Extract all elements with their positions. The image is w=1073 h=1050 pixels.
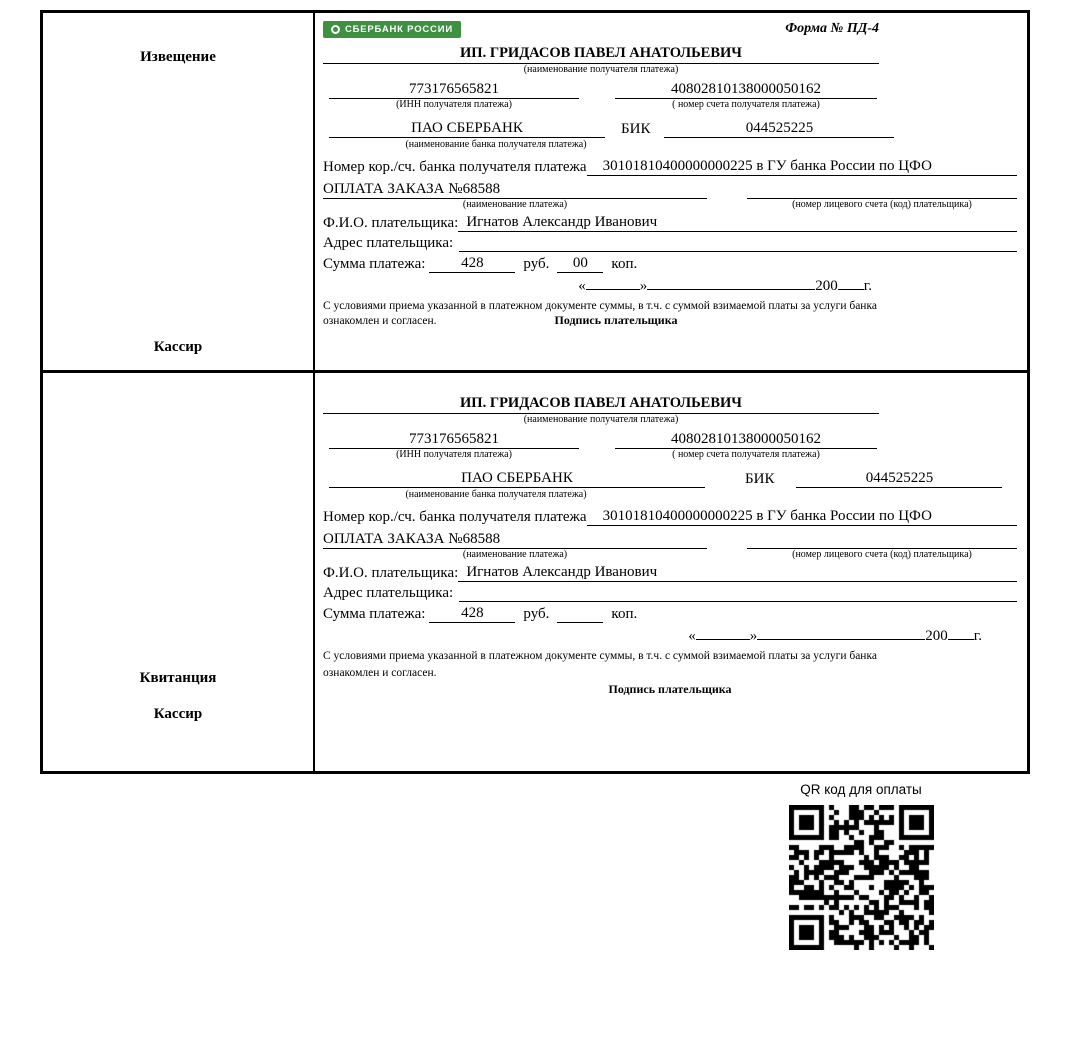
date-month-blank-field bbox=[647, 276, 815, 290]
payer-name-value: Игнатов Александр Иванович bbox=[458, 564, 1017, 582]
bik-value: 044525225 bbox=[664, 120, 894, 138]
receipt-section bbox=[43, 373, 1027, 771]
year-suffix: г. bbox=[863, 278, 872, 294]
year-prefix: 200 bbox=[815, 278, 838, 294]
account-caption: ( номер счета получателя платежа) bbox=[672, 99, 820, 110]
agreement-text-line2: ознакомлен и согласен. bbox=[323, 667, 437, 679]
receipt-content bbox=[315, 373, 1027, 771]
inn-caption: (ИНН получателя платежа) bbox=[396, 99, 512, 110]
notice-label: Извещение bbox=[140, 49, 216, 65]
purpose-row bbox=[323, 531, 1017, 549]
recipient-caption: (наименование получателя платежа) bbox=[523, 414, 679, 425]
notice-left-column bbox=[43, 13, 315, 370]
payment-sum-row bbox=[323, 255, 1017, 273]
inn-account-captions bbox=[323, 99, 1017, 110]
notice-content bbox=[315, 13, 1027, 370]
notice-section bbox=[43, 13, 1027, 373]
sum-rub-value: 428 bbox=[429, 605, 515, 623]
payer-name-row bbox=[323, 564, 1017, 582]
payer-account-caption: (номер лицевого счета (код) плательщика) bbox=[792, 199, 972, 210]
agreement-text-line2: ознакомлен и согласен. bbox=[323, 315, 437, 327]
corr-account-label: Номер кор./сч. банка получателя платежа bbox=[323, 159, 587, 175]
date-year-blank-field bbox=[838, 276, 864, 290]
sum-rub-value: 428 bbox=[429, 255, 515, 273]
rub-label: руб. bbox=[523, 606, 550, 622]
payer-address-row bbox=[323, 235, 1017, 252]
kop-label: коп. bbox=[611, 606, 638, 622]
payment-form-pd4 bbox=[40, 10, 1030, 774]
date-day-blank-field bbox=[696, 626, 750, 640]
recipient-caption: (наименование получателя платежа) bbox=[523, 64, 679, 75]
sberbank-logo-text: СБЕРБАНК РОССИИ bbox=[345, 24, 453, 35]
corr-account-row bbox=[323, 158, 1017, 176]
date-quote-close: » bbox=[749, 628, 758, 644]
corr-account-row bbox=[323, 508, 1017, 526]
sberbank-logo bbox=[323, 21, 461, 38]
year-prefix: 200 bbox=[925, 628, 948, 644]
date-quote-close: » bbox=[639, 278, 648, 294]
bank-caption: (наименование банка получателя платежа) bbox=[405, 489, 587, 500]
payer-account-caption: (номер лицевого счета (код) плательщика) bbox=[792, 549, 972, 560]
corr-account-label: Номер кор./сч. банка получателя платежа bbox=[323, 509, 587, 525]
qr-caption: QR код для оплаты bbox=[800, 782, 922, 797]
receipt-label: Квитанция bbox=[139, 670, 217, 686]
payer-name-label: Ф.И.О. плательщика: bbox=[323, 565, 459, 581]
purpose-captions bbox=[323, 199, 1017, 210]
payer-address-blank-field bbox=[459, 251, 1017, 252]
payer-name-row bbox=[323, 214, 1017, 232]
qr-code bbox=[789, 805, 934, 950]
signature-label: Подпись плательщика bbox=[554, 313, 678, 327]
recipient-name: ИП. ГРИДАСОВ ПАВЕЛ АНАТОЛЬЕВИЧ bbox=[323, 45, 879, 64]
sum-label: Сумма платежа: bbox=[323, 606, 426, 622]
purpose-caption: (наименование платежа) bbox=[462, 199, 568, 210]
payer-address-blank-field bbox=[459, 601, 1017, 602]
inn-value: 773176565821 bbox=[329, 81, 579, 99]
bank-row bbox=[323, 470, 1017, 488]
purpose-row bbox=[323, 181, 1017, 199]
qr-section bbox=[786, 782, 936, 950]
bank-name-value: ПАО СБЕРБАНК bbox=[329, 470, 705, 488]
sum-label: Сумма платежа: bbox=[323, 256, 426, 272]
inn-account-captions bbox=[323, 449, 1017, 460]
inn-account-row bbox=[323, 81, 1017, 99]
agreement-text-line1: С условиями приема указанной в платежном документе суммы, в т.ч. с суммой взимаемой платы за услуги банка bbox=[323, 300, 877, 312]
payer-address-row bbox=[323, 585, 1017, 602]
bank-row bbox=[323, 120, 1017, 138]
kop-label: коп. bbox=[611, 256, 638, 272]
account-value: 40802810138000050162 bbox=[615, 81, 877, 99]
bik-label: БИК bbox=[621, 121, 651, 137]
date-row bbox=[323, 276, 1017, 295]
inn-caption: (ИНН получателя платежа) bbox=[396, 449, 512, 460]
payer-address-label: Адрес плательщика: bbox=[323, 235, 454, 251]
payment-purpose-value: ОПЛАТА ЗАКАЗА №68588 bbox=[323, 181, 707, 199]
inn-account-row bbox=[323, 431, 1017, 449]
agreement-text-line1: С условиями приема указанной в платежном документе суммы, в т.ч. с суммой взимаемой платы за услуги банка bbox=[323, 650, 877, 662]
payment-purpose-value: ОПЛАТА ЗАКАЗА №68588 bbox=[323, 531, 707, 549]
year-suffix: г. bbox=[973, 628, 982, 644]
notice-cashier-label: Кассир bbox=[153, 339, 203, 355]
form-number: Форма № ПД-4 bbox=[785, 21, 879, 36]
purpose-captions bbox=[323, 549, 1017, 560]
sum-kop-value bbox=[557, 622, 603, 623]
bank-caption: (наименование банка получателя платежа) bbox=[405, 139, 587, 150]
inn-value: 773176565821 bbox=[329, 431, 579, 449]
notice-header-row bbox=[323, 21, 879, 45]
receipt-left-column bbox=[43, 373, 315, 771]
date-row bbox=[323, 626, 1017, 645]
payer-name-label: Ф.И.О. плательщика: bbox=[323, 215, 459, 231]
receipt-cashier-label: Кассир bbox=[153, 706, 203, 722]
signature-label: Подпись плательщика bbox=[608, 682, 732, 696]
bik-label: БИК bbox=[745, 471, 775, 487]
account-value: 40802810138000050162 bbox=[615, 431, 877, 449]
payer-name-value: Игнатов Александр Иванович bbox=[458, 214, 1017, 232]
account-caption: ( номер счета получателя платежа) bbox=[672, 449, 820, 460]
purpose-caption: (наименование платежа) bbox=[462, 549, 568, 560]
payer-address-label: Адрес плательщика: bbox=[323, 585, 454, 601]
date-quote-open: « bbox=[688, 628, 696, 644]
corr-account-value: 30101810400000000225 в ГУ банка России по ЦФО bbox=[587, 158, 1017, 176]
sum-kop-value: 00 bbox=[557, 255, 603, 273]
date-year-blank-field bbox=[948, 626, 974, 640]
recipient-name: ИП. ГРИДАСОВ ПАВЕЛ АНАТОЛЬЕВИЧ bbox=[323, 395, 879, 414]
bik-value: 044525225 bbox=[796, 470, 1002, 488]
date-day-blank-field bbox=[586, 276, 640, 290]
sberbank-logo-icon bbox=[331, 25, 340, 34]
payment-sum-row bbox=[323, 605, 1017, 623]
corr-account-value: 30101810400000000225 в ГУ банка России по ЦФО bbox=[587, 508, 1017, 526]
date-quote-open: « bbox=[578, 278, 586, 294]
date-month-blank-field bbox=[757, 626, 925, 640]
bank-name-value: ПАО СБЕРБАНК bbox=[329, 120, 605, 138]
signature-row bbox=[323, 313, 1017, 328]
rub-label: руб. bbox=[523, 256, 550, 272]
